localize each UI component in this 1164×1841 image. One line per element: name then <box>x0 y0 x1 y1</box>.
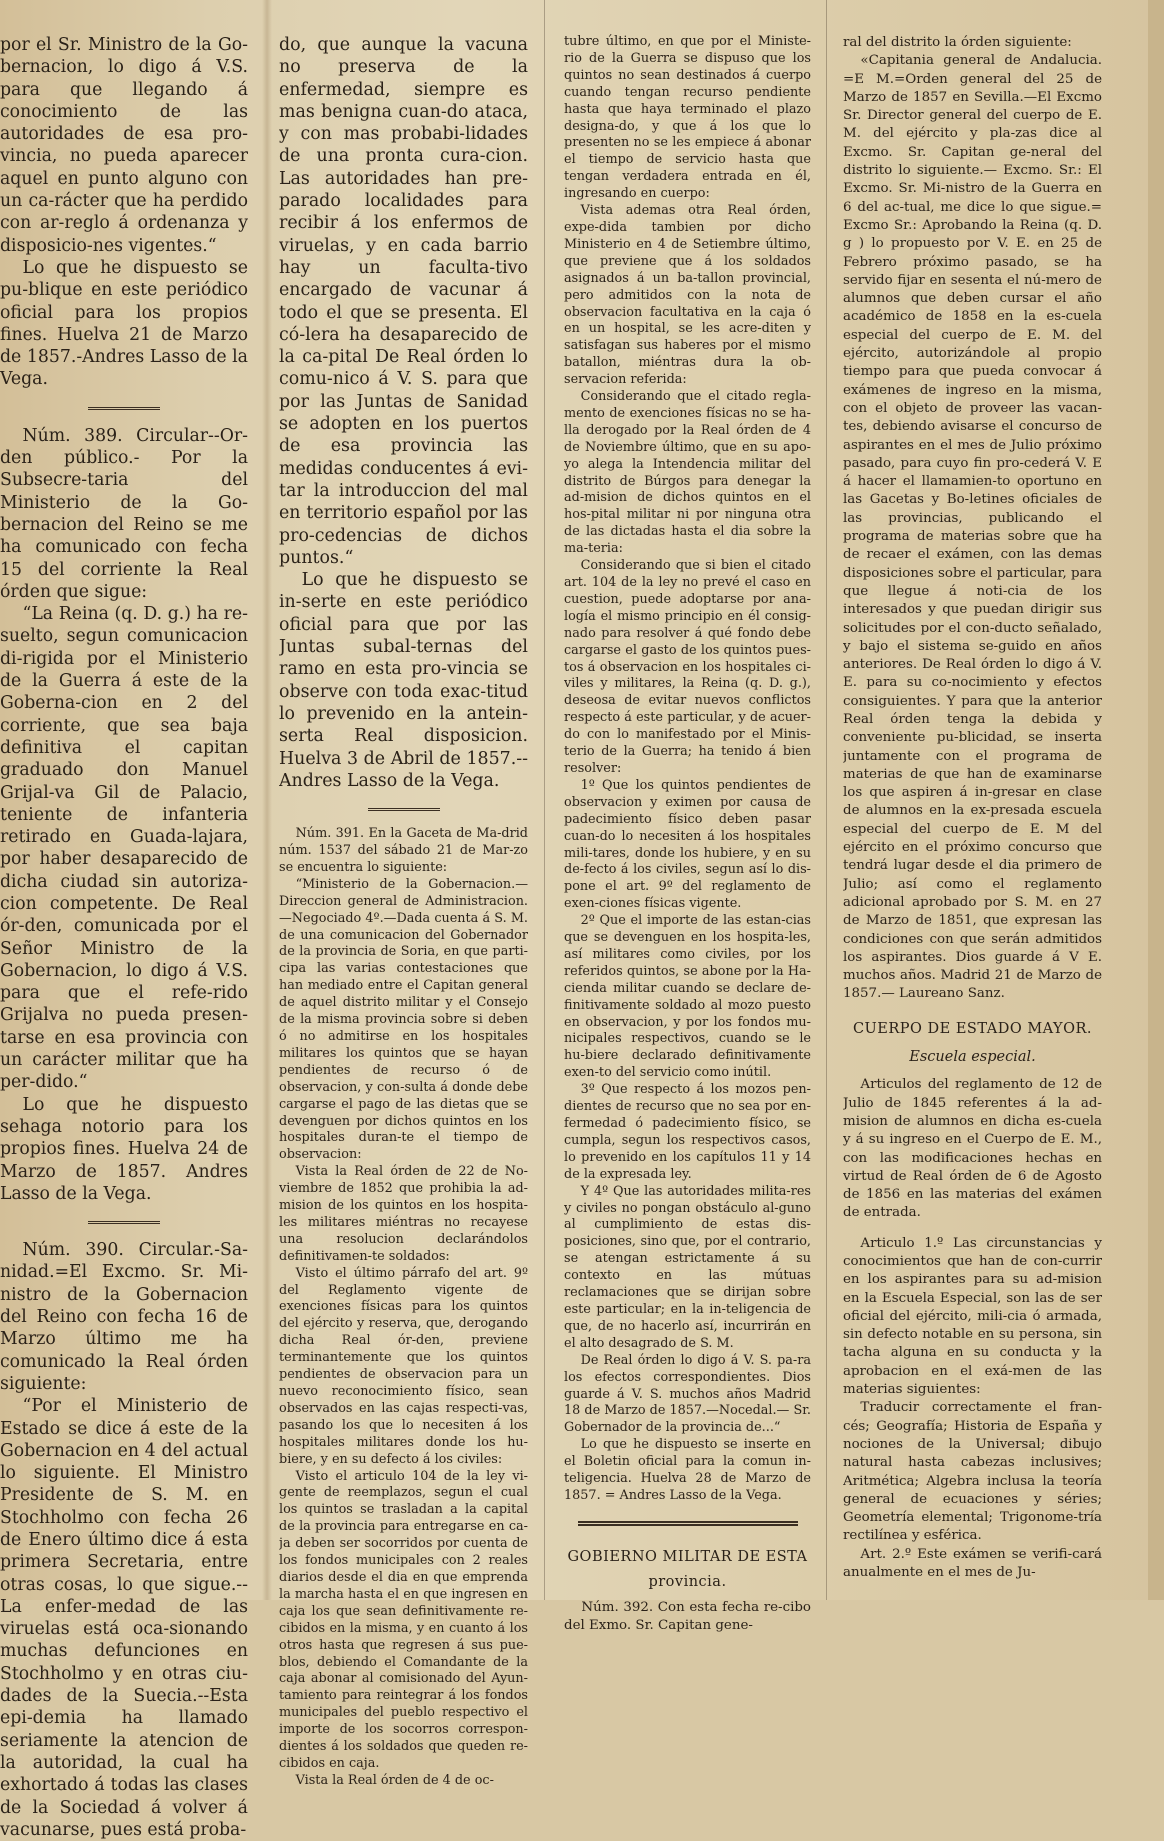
paragraph: Vista la Real órden de 4 de oc- <box>295 1772 494 1788</box>
paragraph: 3º Que respecto á los mozos pen-dientes de recurso que no sea por en-fermedad ó padecimiento físico, se cumpla, segun los respectivos casos, lo prevenido en los capítulos 11 y 14 de la expresada ley. <box>564 1082 811 1182</box>
paragraph: Considerando que si bien el citado art. 104 de la ley no prevé el caso en cuestion, puede adoptarse por ana-logía el mismo principio en él consig-nado para resolver á qué fondo debe cargarse el gasto de los quintos pues-tos á observacion en los hospitales ci-viles y militares, la Reina (q. D. g.), deseosa de evitar nuevos conflictos respecto á este particular, y de acuer-do con lo manifestado por el Minis-terio de la Guerra; ha tenido á bien resolver: <box>564 558 811 776</box>
paragraph: 1º Que los quintos pendientes de observacion y eximen por causa de padecimiento físico deben pasar cuan-do lo necesiten á los hospitales mili-tares, donde los hubiere, y en su de-fecto á los civiles, segun así lo dis-pone el art. 9º del reglamento de exen-ciones físicas vigente. <box>564 777 811 912</box>
section-heading: CUERPO DE ESTADO MAYOR. <box>852 1020 1093 1037</box>
section-divider <box>0 391 248 425</box>
section-heading: provincia. <box>648 1573 727 1590</box>
paragraph: “Por el Ministerio de Estado se dice á este de la Gobernacion en 4 del actual lo siguiente. El Ministro Presidente de S. M. en Stochholmo con fecha 26 de Enero último dice á esta primera Secretaria, entre otras cosas, lo que sigue.--La enfer-medad de las viruelas está oca-sionando muchas defunciones en Stochholmo y en otras ciu-dades de la Suecia.--Esta epi-demia ha llamado seriamente la atencion de la autoridad, la cual ha exhortado á todas las clases de la Sociedad á volver á vacunarse, pues está proba- <box>0 1396 248 1840</box>
paragraph: do, que aunque la vacuna no preserva de la enfermedad, siempre es mas benigna cuan-do ataca, y con mas probabi-lidades de una pronta cura-cion. Las autoridades han pre-parado localidades para recibir á los enfermos de viruelas, y en cada barrio hay un faculta-tivo encargado de vacunar á todo el que se presenta. El có-lera ha desaparecido de la ca-pital De Real órden lo comu-nico á V. S. para que por las Juntas de Sanidad se adopten en los puertos de esa provincia las medidas conducentes á evi-tar la introduccion del mal en territorio español por las pro-cedencias de dichos puntos.“ <box>279 35 528 568</box>
paragraph: Lo que he dispuesto se inserte en el Boletin oficial para la comun in-teligencia. Huelva 28 de Marzo de 1857. = Andres Lasso de la Vega. <box>564 1437 811 1503</box>
paragraph: “La Reina (q. D. g.) ha re-suelto, segun comunicacion di-rigida por el Ministerio de la Guerra á este de la Goberna-cion en 2 del corriente, que sea baja definitiva el capitan graduado don Manuel Grijal-va Gil de Palacio, teniente de infanteria retirado en Guada-lajara, por haber desaparecido de dicha ciudad sin autoriza-cion competente. De Real ór-den, comunicada por el Señor Ministro de la Gobernacion, lo digo á V.S. para que el refe-rido Grijalva no pueda presen-tarse en esa provincia con un carácter militar que ha per-dido.“ <box>0 604 248 1093</box>
paragraph: ral del distrito la órden siguiente: <box>843 35 1072 50</box>
paragraph: Núm. 391. En la Gaceta de Ma-drid núm. 1537 del sábado 21 de Mar-zo se encuentra lo siguiente: <box>279 826 528 875</box>
paragraph: «Capitania general de Andalucia. =E M.=Orden general del 25 de Marzo de 1857 en Sevilla.—El Excmo Sr. Director general del cuerpo de E. M. del ejército y pla-zas dice al Excmo. Sr. Capitan ge-neral del distrito lo siguiente.— Excmo. Sr.: El Excmo. Sr. Mi-nistro de la Guerra en 6 del ac-tual, me dice lo que sigue.= Excmo Sr.: Aprobando la Reina (q. D. g ) lo propuesto por V. E. en 25 de Febrero próximo pasado, se ha servido fijar en sesenta el nú-mero de alumnos que deben cursar el año académico de 1858 en la es-cuela especial del cuerpo de E. M. del ejército, autorizándole al propio tiempo para que pueda convocar á exámenes de ingreso en la misma, con el objeto de proveer las vacan-tes, debiendo avisarse el concurso de aspirantes en el mes de Julio próximo pasado, para cuyo fin pro-cederá V. E á hacer el llamamien-to oportuno en las Gacetas y Bo-letines oficiales de las provincias, publicando el programa de materias sobre que ha de recaer el exámen, con las demas disposiciones sobre el particular, para que llegue á noti-cia de los interesados y que puedan dirigir sus solicitudes por el con-ducto señalado, y bajo el sistema se-guido en años anteriores. De Real órden lo digo á V. E. para su co-nocimiento y efectos consiguientes. Y para que la anterior Real órden tenga la debida y conveniente pu-blicidad, se inserta juntamente con el programa de materias de que han de examinarse los que aspiren á in-gresar en clase de alumnos en la ex-presada escuela especial del cuerpo de E. M del ejército en el próximo concurso que tendrá lugar desde el dia primero de Julio; así como el reglamento adicional aprobado por S. M. en 27 de Marzo de 1851, que expresan las condiciones con que serán admitidos los aspirantes. Dios guarde á V E. muchos años. Madrid 21 de Marzo de 1857.— Laureano Sanz. <box>843 53 1102 1002</box>
paragraph: Vista ademas otra Real órden, expe-dida tambien por dicho Ministerio en 4 de Setiembre último, que previene que á los soldados asignados á un ba-tallon provincial, pero admitidos con la nota de observacion facultativa en la caja ó en un hospital, se les acre-diten y satisfagan sus haberes por el mismo batallon, miéntras dura la ob-servacion referida: <box>564 203 811 388</box>
paragraph: Lo que he dispuesto se pu-blique en este periódico oficial para los propios fines. Huelva 21 de Marzo de 1857.-Andres Lasso de la Vega. <box>0 257 248 390</box>
paragraph: “Ministerio de la Gobernacion.— Direccion general de Administracion. —Negociado 4º.—Dada cuenta á S. M. de una comunicacion del Gobernador de la provincia de Soria, en que parti-cipa las varias contestaciones que han mediado entre el Capitan general de aquel distrito militar y el Consejo de la misma provincia sobre si deben ó no admitirse en los hospitales militares los quintos que se hayan pendientes de recurso ó de observacion, y con-sulta á donde debe cargarse el pago de las dietas que se devenguen por dichos quintos en los hospitales duran-te el tiempo de observacion: <box>279 876 528 1163</box>
column-2 <box>279 34 528 1790</box>
paragraph: Lo que he dispuesto se in-serte en este periódico oficial para que por las Juntas subal-ternas del ramo en esta pro-vincia se observe con toda exac-titud lo prevenido en la antein-serta Real disposicion. Huelva 3 de Abril de 1857.--Andres Lasso de la Vega. <box>279 570 528 791</box>
paragraph: Núm. 390. Circular.-Sa-nidad.=El Excmo. Sr. Mi-nistro de la Gobernacion del Reino con fecha 16 de Marzo último me ha comunicado la Real órden siguiente: <box>0 1240 248 1394</box>
section-divider <box>564 1505 811 1539</box>
section-divider <box>0 1205 248 1239</box>
column-3 <box>564 34 811 1635</box>
section-divider <box>279 792 528 826</box>
column-rule <box>544 0 545 1600</box>
paragraph: Vista la Real órden de 22 de No-viembre de 1852 que prohibia la ad-mision de los quintos en los hospita-les militares miéntras no recayese una resolucion declarándolos definitivamen-te soldados: <box>279 1164 528 1264</box>
paragraph: Articulos del reglamento de 12 de Julio de 1845 referentes á la ad-mision de alumnos en dicha es-cuela y á su ingreso en el Cuerpo de E. M., con las modificaciones hechas en virtud de Real órden de 6 de Agosto de 1856 en las materias del exámen de entrada. <box>843 1077 1102 1221</box>
paragraph: Y 4º Que las autoridades milita-res y civiles no pongan obstáculo al-guno al cumplimiento de estas dis-posiciones, sino que, por el contrario, se atengan estrictamente á su contexto en las mútuas reclamaciones que se dirijan sobre este particular; en la in-teligencia de que, de no hacerlo así, incurrirán en el alto desagrado de S. M. <box>564 1183 811 1351</box>
column-4 <box>843 34 1102 1582</box>
paragraph: Art. 2.º Este exámen se verifi-cará anualmente en el mes de Ju- <box>843 1546 1102 1581</box>
column-1 <box>0 34 248 1841</box>
paragraph: tubre último, en que por el Ministe-rio de la Guerra se dispuso que los quintos no sean destinados á cuerpo cuando tengan recurso pendiente hasta que haya terminado el plazo designa-do, y que á los que lo presenten no se les empiece á abonar el tiempo de servicio hasta que tengan verdadera entrada en él, ingresando en cuerpo: <box>564 34 811 202</box>
paragraph: Articulo 1.º Las circunstancias y conocimientos que han de con-currir en los aspirantes para su ad-mision en la Escuela Especial, son las de ser oficial del ejército, mili-cia ó armada, sin defecto notable en su persona, sin tacha alguna en su conducta y la aprobacion en el exá-men de las materias siguientes: <box>843 1235 1102 1398</box>
section-heading: GOBIERNO MILITAR DE ESTA <box>567 1548 808 1565</box>
section-subheading: Escuela especial. <box>909 1049 1036 1066</box>
paragraph: Núm. 389. Circular--Or-den público.- Por la Subsecre-taria del Ministerio de la Go-bernacion del Reino se me ha comunicado con fecha 15 del corriente la Real órden que sigue: <box>0 425 248 602</box>
paragraph: Lo que he dispuesto sehaga notorio para los propios fines. Huelva 24 de Marzo de 1857. Andres Lasso de la Vega. <box>0 1094 248 1204</box>
paragraph: Traducir correctamente el fran-cés; Geografía; Historia de España y nociones de la Universal; dibujo natural hasta cabezas inclusives; Aritmética; Algebra inclusa la teoría general de ecuaciones y séries; Geometría elemental; Trigonome-tría rectilínea y esférica. <box>843 1400 1102 1544</box>
page-fold-shadow <box>262 0 272 1600</box>
paragraph: 2º Que el importe de las estan-cias que se devenguen en los hospita-les, así militares como civiles, por los referidos quintos, se abone por la Ha-cienda militar cuando se declare de-finitivamente soldado al mozo puesto en observacion, y por los fondos mu-nicipales respectivos, cuando se le hu-biere declarado definitivamente exen-to del servicio como inútil. <box>564 913 811 1081</box>
paragraph: por el Sr. Ministro de la Go-bernacion, lo digo á V.S. para que llegando á conocimiento de las autoridades de esa pro-vincia, no pueda aparecer aquel en punto alguno con un ca-rácter que ha perdido con ar-reglo á ordenanza y disposicio-nes vigentes.“ <box>0 35 248 256</box>
paragraph: Visto el articulo 104 de la ley vi-gente de reemplazos, segun el cual los quintos se trasladan a la capital de la provincia para entregarse en ca-ja deben ser socorridos por cuenta de los fondos municipales con 2 reales diarios desde el dia en que emprenda la marcha hasta el en que ingresen en caja los que sean definitivamente re-cibidos en la misma, y en cuanto á los otros hasta que regresen á sus pue-blos, debiendo el Comandante de la caja abonar al comisionado del Ayun-tamiento para reintegrar á los fondos municipales del pueblo respectivo el importe de los socorros correspon-dientes á los soldados que queden re-cibidos en caja. <box>279 1468 528 1771</box>
paragraph: Considerando que el citado regla-mento de exenciones físicas no se ha-lla derogado por la Real órden de 4 de Noviembre último, que en su apo-yo alega la Intendencia militar del distrito de Búrgos para denegar la ad-mision de dichos quintos en el hos-pital militar ni por ninguna otra de las dictadas hasta el dia sobre la ma-teria: <box>564 389 811 557</box>
paragraph: Visto el último párrafo del art. 9º del Reglamento vigente de exenciones físicas para los quintos del ejército y reserva, que, derogando dicha Real ór-den, previene terminantemente que los quintos pendientes de observacion para un nuevo reconocimiento físico, sean observados en las cajas respecti-vas, pasando los que lo necesiten á los hospitales militares donde los hu-biere, y en su defecto á los civiles: <box>279 1265 528 1467</box>
column-rule <box>826 0 827 1600</box>
page-edge <box>1148 0 1164 1600</box>
paragraph: De Real órden lo digo á V. S. pa-ra los efectos correspondientes. Dios guarde á V. S. muchos años Madrid 18 de Marzo de 1857.—Nocedal.— Sr. Gobernador de la provincia de...“ <box>564 1352 811 1436</box>
paragraph: Núm. 392. Con esta fecha re-cibo del Exmo. Sr. Capitan gene- <box>564 1599 811 1633</box>
